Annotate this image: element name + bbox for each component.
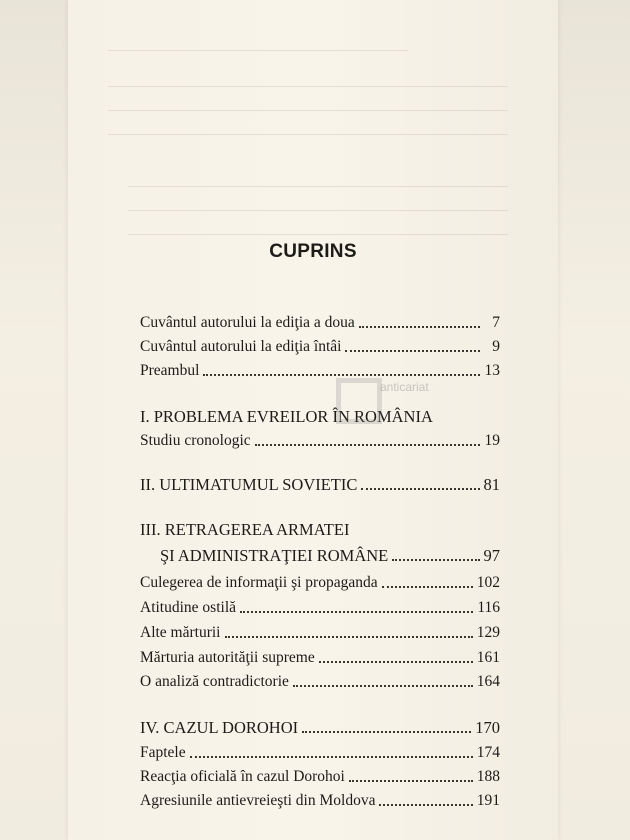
toc-entry-page: 129 <box>476 624 500 641</box>
leader-dots <box>319 660 473 663</box>
toc-entry-page: 170 <box>475 718 500 737</box>
leader-dots <box>302 730 471 733</box>
toc-entry <box>140 358 500 380</box>
toc-entry-label: III. RETRAGEREA ARMATEI <box>140 520 350 539</box>
leader-dots <box>240 610 473 613</box>
toc-entry <box>140 334 500 356</box>
toc-entry <box>140 620 500 642</box>
toc-entry <box>140 645 500 667</box>
toc-entry-page: 13 <box>484 362 500 379</box>
toc-entry-page: 9 <box>492 338 500 355</box>
leader-dots <box>293 684 473 687</box>
leader-dots <box>203 373 480 376</box>
toc-entry-label: ŞI ADMINISTRAŢIEI ROMÂNE <box>160 546 389 565</box>
toc-entry-label: O analiză contradictorie <box>140 673 289 690</box>
toc-chapter <box>160 543 500 565</box>
toc-entry-label: Cuvântul autorului la ediţia întâi <box>140 338 342 355</box>
toc-entry-page: 161 <box>476 649 500 666</box>
toc-entry <box>140 764 500 786</box>
toc-entry-label: Studiu cronologic <box>140 432 251 449</box>
toc-entry-page: 116 <box>477 599 500 616</box>
leader-dots <box>190 755 473 758</box>
toc-entry-label: IV. CAZUL DOROHOI <box>140 718 299 737</box>
spacer <box>353 534 496 535</box>
leader-dots <box>382 585 473 588</box>
toc-entry-label: Alte mărturii <box>140 624 221 641</box>
toc-entry-page: 19 <box>484 432 500 449</box>
toc-chapter <box>140 715 500 737</box>
toc-chapter-heading <box>140 517 500 539</box>
toc-entry-page: 102 <box>476 574 500 591</box>
toc-entry-label: Agresiunile antievreieşti din Moldova <box>140 792 376 809</box>
leader-dots <box>359 325 480 328</box>
leader-dots <box>255 443 480 446</box>
leader-dots <box>349 779 473 782</box>
leader-dots <box>345 349 480 352</box>
leader-dots <box>361 487 479 490</box>
toc-entry-page: 97 <box>483 546 500 565</box>
watermark-text: anticariat <box>380 380 429 394</box>
toc-entry <box>140 669 500 691</box>
toc-entry-label: Atitudine ostilă <box>140 599 237 616</box>
toc-entry-label: Culegerea de informaţii şi propaganda <box>140 574 378 591</box>
toc-entry-label: II. ULTIMATUMUL SOVIETIC <box>140 475 358 494</box>
spacer <box>437 421 496 422</box>
toc-entry <box>140 788 500 810</box>
toc-entry <box>140 595 500 617</box>
toc-entry-label: Mărturia autorităţii supreme <box>140 649 315 666</box>
toc-entry-page: 164 <box>476 673 500 690</box>
toc-chapter-heading <box>140 404 500 426</box>
toc-entry-page: 81 <box>483 475 500 494</box>
toc-entry-label: I. PROBLEMA EVREILOR ÎN ROMÂNIA <box>140 407 433 426</box>
toc-entry-page: 7 <box>492 314 500 331</box>
toc-chapter <box>140 472 500 494</box>
toc-entry-page: 188 <box>476 768 500 785</box>
leader-dots <box>379 803 472 806</box>
toc-entry-page: 174 <box>476 744 500 761</box>
toc-entry <box>140 570 500 592</box>
toc-entry <box>140 428 500 450</box>
leader-dots <box>392 558 479 561</box>
toc-entry-page: 191 <box>476 792 500 809</box>
book-page <box>68 0 558 840</box>
toc-entry <box>140 310 500 332</box>
toc-entry-label: Faptele <box>140 744 186 761</box>
toc-entry <box>140 740 500 762</box>
toc-entry-label: Reacţia oficială în cazul Dorohoi <box>140 768 345 785</box>
leader-dots <box>225 635 473 638</box>
toc-entry-label: Cuvântul autorului la ediţia a doua <box>140 314 355 331</box>
toc-entry-label: Preambul <box>140 362 200 379</box>
page-title: CUPRINS <box>269 241 357 262</box>
